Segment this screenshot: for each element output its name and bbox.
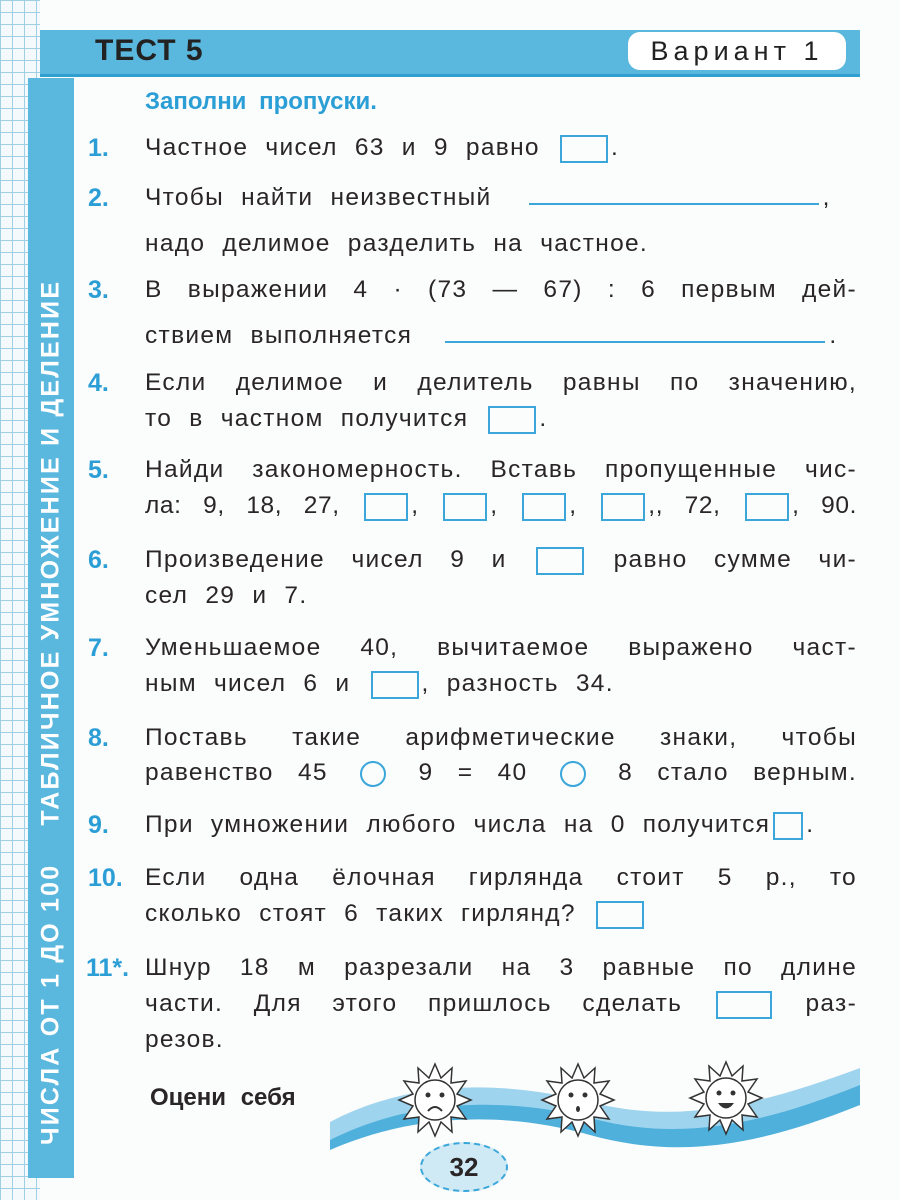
item-number: 10. xyxy=(88,864,123,892)
text: При умножении любого числа на 0 получится xyxy=(145,811,771,838)
answer-box[interactable] xyxy=(522,493,566,521)
text: , xyxy=(648,492,656,519)
text: , разность 34. xyxy=(421,670,614,697)
item-5-line-2 xyxy=(145,490,857,522)
text: . xyxy=(539,405,548,432)
text: Частное чисел 63 и 9 равно xyxy=(145,134,540,161)
item-10-line-2 xyxy=(145,898,857,930)
item-5-line: Найди закономерность. Вставь пропущенные чис- xyxy=(145,456,857,483)
text: . xyxy=(829,322,838,349)
section-part-2: ТАБЛИЧНОЕ УМНОЖЕНИЕ И ДЕЛЕНИЕ xyxy=(36,279,65,826)
answer-blank[interactable] xyxy=(445,340,825,343)
item-3-line-2 xyxy=(145,320,857,352)
answer-blank[interactable] xyxy=(529,202,819,205)
text: , xyxy=(822,184,831,211)
item-8-line: Поставь такие арифметические знаки, чтобы xyxy=(145,724,857,751)
sign-circle[interactable] xyxy=(360,761,386,787)
answer-box[interactable] xyxy=(364,493,408,521)
text: 8 стало верным. xyxy=(618,759,858,786)
item-2-line-2: надо делимое разделить на частное. xyxy=(145,230,649,257)
answer-box[interactable] xyxy=(536,547,584,575)
answer-box[interactable] xyxy=(560,135,608,163)
answer-box[interactable] xyxy=(601,493,645,521)
item-1-line xyxy=(145,132,857,164)
item-6-line xyxy=(145,544,857,576)
answer-box[interactable] xyxy=(443,493,487,521)
text: , xyxy=(490,492,498,519)
answer-box[interactable] xyxy=(745,493,789,521)
text: сколько стоят 6 таких гирлянд? xyxy=(145,900,576,927)
text: то в частном получится xyxy=(145,405,469,432)
sign-circle[interactable] xyxy=(560,761,586,787)
item-number: 9. xyxy=(88,811,109,839)
text: 9 = 40 xyxy=(418,759,528,786)
item-number: 2. xyxy=(88,184,109,212)
item-number: 7. xyxy=(88,634,109,662)
section-title xyxy=(37,242,66,1145)
variant-badge: Вариант 1 xyxy=(628,32,846,70)
text: ствием выполняется xyxy=(145,322,413,349)
wave-decoration xyxy=(330,1060,860,1150)
text: части. Для этого пришлось сделать xyxy=(145,990,683,1017)
text: , xyxy=(569,492,577,519)
item-3-line: В выражении 4 · (73 — 67) : 6 первым дей- xyxy=(145,276,857,303)
item-4-line: Если делимое и делитель равны по значению, xyxy=(145,369,857,396)
text: , 90. xyxy=(792,492,857,519)
item-number: 3. xyxy=(88,276,109,304)
section-part-1: ЧИСЛА ОТ 1 ДО 100 xyxy=(36,863,65,1145)
item-number: 4. xyxy=(88,369,109,397)
item-11-line-2 xyxy=(145,988,857,1020)
answer-box[interactable] xyxy=(488,406,536,434)
test-title: ТЕСТ 5 xyxy=(95,34,204,67)
text: ла: 9, 18, 27, xyxy=(145,492,340,519)
item-number: 11*. xyxy=(86,954,130,982)
item-9-line xyxy=(145,809,857,841)
item-2-line xyxy=(145,182,857,214)
text: равенство 45 xyxy=(145,759,328,786)
answer-box[interactable] xyxy=(371,671,419,699)
text: . xyxy=(610,134,620,161)
text: Чтобы найти неизвестный xyxy=(145,184,492,211)
page-number: 32 xyxy=(420,1142,508,1192)
item-11-line-3: резов. xyxy=(145,1026,224,1053)
text: равно сумме чи- xyxy=(613,546,858,573)
item-number: 1. xyxy=(88,134,109,162)
answer-box[interactable] xyxy=(716,991,772,1019)
text: , xyxy=(411,492,419,519)
text: , 72, xyxy=(655,492,721,519)
answer-box[interactable] xyxy=(773,812,803,840)
text: Произведение чисел 9 и xyxy=(145,546,507,573)
instruction: Заполни пропуски. xyxy=(145,88,377,115)
item-11-line: Шнур 18 м разрезали на 3 равные по длине xyxy=(145,954,857,981)
item-7-line-2 xyxy=(145,668,857,700)
item-8-line-2 xyxy=(145,757,857,789)
item-6-line-2: сел 29 и 7. xyxy=(145,582,308,609)
text: . xyxy=(806,811,815,838)
text: ным чисел 6 и xyxy=(145,670,351,697)
answer-box[interactable] xyxy=(596,901,644,929)
item-number: 8. xyxy=(88,724,109,752)
item-4-line-2 xyxy=(145,403,857,435)
text: раз- xyxy=(805,990,858,1017)
item-number: 5. xyxy=(88,456,109,484)
self-assessment-label: Оцени себя xyxy=(150,1084,296,1111)
item-10-line: Если одна ёлочная гирлянда стоит 5 р., то xyxy=(145,864,857,891)
item-number: 6. xyxy=(88,546,109,574)
item-7-line: Уменьшаемое 40, вычитаемое выражено част- xyxy=(145,634,857,661)
